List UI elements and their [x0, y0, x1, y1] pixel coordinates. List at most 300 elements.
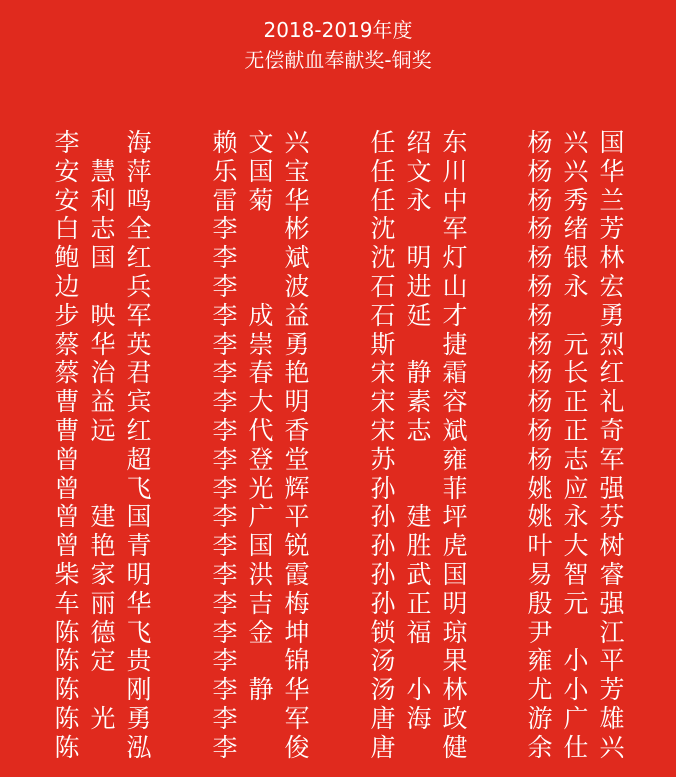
name-character: 长 — [563, 358, 589, 388]
name-character: 文 — [406, 156, 432, 186]
name-character: 大 — [248, 387, 274, 417]
name-character: 孙 — [370, 531, 396, 561]
name-character: 鸣 — [126, 185, 152, 215]
name-entry — [368, 330, 478, 359]
name-character: 延 — [406, 300, 432, 330]
name-entry — [52, 301, 162, 330]
name-column-1 — [52, 128, 162, 762]
name-character: 唐 — [370, 732, 396, 762]
name-character: 李 — [54, 128, 80, 157]
name-character: 华 — [284, 675, 310, 705]
name-entry — [210, 618, 320, 647]
name-character: 鲍 — [54, 243, 80, 273]
name-entry — [368, 301, 478, 330]
name-entry — [525, 358, 635, 387]
name-entry — [368, 416, 478, 445]
name-column-3 — [368, 128, 478, 762]
name-character: 果 — [442, 646, 468, 676]
name-entry — [210, 589, 320, 618]
name-character: 君 — [126, 358, 152, 388]
name-character: 红 — [126, 415, 152, 445]
name-character: 艳 — [284, 358, 310, 388]
name-character: 登 — [248, 444, 274, 474]
name-entry — [525, 214, 635, 243]
name-column-4 — [525, 128, 635, 762]
name-entry — [52, 618, 162, 647]
name-character: 军 — [126, 300, 152, 330]
name-character: 霞 — [284, 559, 310, 589]
name-character: 杨 — [527, 358, 553, 388]
name-character: 华 — [126, 588, 152, 618]
name-character: 英 — [126, 329, 152, 359]
name-character: 兰 — [599, 185, 625, 215]
name-character: 胜 — [406, 531, 432, 561]
name-character: 仕 — [563, 732, 589, 762]
name-character: 兵 — [126, 271, 152, 301]
name-character: 杨 — [527, 329, 553, 359]
name-entry — [525, 186, 635, 215]
name-character: 李 — [212, 444, 238, 474]
name-entry — [52, 157, 162, 186]
name-character: 国 — [90, 243, 116, 273]
name-character: 静 — [406, 358, 432, 388]
name-character: 川 — [442, 156, 468, 186]
name-character: 游 — [527, 703, 553, 733]
name-character: 石 — [370, 271, 396, 301]
name-entry — [52, 589, 162, 618]
name-character: 奇 — [599, 415, 625, 445]
name-character: 李 — [212, 415, 238, 445]
name-character: 蔡 — [54, 329, 80, 359]
name-character: 任 — [370, 128, 396, 157]
name-character: 兴 — [284, 128, 310, 157]
name-character: 坪 — [442, 502, 468, 532]
name-character: 映 — [90, 300, 116, 330]
name-entry — [525, 474, 635, 503]
name-character: 李 — [212, 300, 238, 330]
name-entry — [525, 387, 635, 416]
name-character: 小 — [406, 675, 432, 705]
name-character: 睿 — [599, 559, 625, 589]
name-character: 国 — [126, 502, 152, 532]
name-character: 宾 — [126, 387, 152, 417]
name-character: 辉 — [284, 473, 310, 503]
name-character: 杨 — [527, 300, 553, 330]
name-character: 曾 — [54, 444, 80, 474]
name-entry — [52, 358, 162, 387]
name-character: 华 — [599, 156, 625, 186]
name-entry — [368, 733, 478, 762]
name-character: 礼 — [599, 387, 625, 417]
name-character: 益 — [284, 300, 310, 330]
name-character: 国 — [599, 128, 625, 157]
name-character: 志 — [406, 415, 432, 445]
name-entry — [525, 646, 635, 675]
name-entry — [368, 128, 478, 157]
name-entry — [210, 646, 320, 675]
name-character: 尹 — [527, 617, 553, 647]
name-character: 芬 — [599, 502, 625, 532]
name-character: 国 — [442, 559, 468, 589]
name-character: 林 — [599, 243, 625, 273]
name-character: 李 — [212, 531, 238, 561]
name-character: 勇 — [599, 300, 625, 330]
name-character: 正 — [563, 387, 589, 417]
name-character: 白 — [54, 214, 80, 244]
name-character: 政 — [442, 703, 468, 733]
name-character: 利 — [90, 185, 116, 215]
name-character: 元 — [563, 588, 589, 618]
name-entry — [368, 243, 478, 272]
name-character: 李 — [212, 675, 238, 705]
name-character: 斯 — [370, 329, 396, 359]
name-entry — [210, 474, 320, 503]
name-entry — [368, 214, 478, 243]
name-entry — [210, 704, 320, 733]
name-character: 文 — [248, 128, 274, 157]
name-character: 波 — [284, 271, 310, 301]
name-character: 尤 — [527, 675, 553, 705]
name-entry — [52, 128, 162, 157]
name-character: 杨 — [527, 444, 553, 474]
name-character: 治 — [90, 358, 116, 388]
name-character: 国 — [248, 531, 274, 561]
name-entry — [210, 243, 320, 272]
name-character: 李 — [212, 559, 238, 589]
name-entry — [52, 675, 162, 704]
name-entry — [368, 531, 478, 560]
name-character: 曾 — [54, 531, 80, 561]
name-character: 李 — [212, 473, 238, 503]
name-character: 蔡 — [54, 358, 80, 388]
name-character: 广 — [248, 502, 274, 532]
name-entry — [52, 502, 162, 531]
name-character: 灯 — [442, 243, 468, 273]
name-character: 菊 — [248, 185, 274, 215]
name-entry — [210, 387, 320, 416]
name-entry — [210, 531, 320, 560]
name-character: 代 — [248, 415, 274, 445]
name-column-2 — [210, 128, 320, 762]
name-character: 芳 — [599, 675, 625, 705]
title-award: 无偿献血奉献奖-铜奖 — [244, 48, 432, 72]
name-character: 李 — [212, 646, 238, 676]
name-character: 崇 — [248, 329, 274, 359]
name-entry — [368, 704, 478, 733]
name-character: 海 — [126, 128, 152, 157]
name-character: 易 — [527, 559, 553, 589]
name-character: 车 — [54, 588, 80, 618]
name-entry — [525, 330, 635, 359]
name-character: 飞 — [126, 617, 152, 647]
name-character: 静 — [248, 675, 274, 705]
name-character: 捷 — [442, 329, 468, 359]
name-character: 正 — [563, 415, 589, 445]
name-character: 叶 — [527, 531, 553, 561]
name-character: 李 — [212, 214, 238, 244]
name-character: 正 — [406, 588, 432, 618]
name-character: 智 — [563, 559, 589, 589]
name-character: 光 — [90, 703, 116, 733]
name-entry — [525, 128, 635, 157]
name-character: 曾 — [54, 473, 80, 503]
name-character: 曹 — [54, 387, 80, 417]
name-entry — [52, 646, 162, 675]
name-entry — [210, 675, 320, 704]
name-entry — [210, 502, 320, 531]
name-character: 勇 — [126, 703, 152, 733]
name-character: 全 — [126, 214, 152, 244]
name-entry — [368, 646, 478, 675]
name-character: 林 — [442, 675, 468, 705]
name-character: 雍 — [442, 444, 468, 474]
name-character: 绪 — [563, 214, 589, 244]
name-entry — [52, 704, 162, 733]
name-entry — [525, 243, 635, 272]
name-character: 明 — [284, 387, 310, 417]
name-character: 明 — [442, 588, 468, 618]
name-entry — [368, 358, 478, 387]
name-entry — [52, 272, 162, 301]
name-character: 宝 — [284, 156, 310, 186]
name-character: 宏 — [599, 271, 625, 301]
name-character: 春 — [248, 358, 274, 388]
name-character: 飞 — [126, 473, 152, 503]
name-character: 定 — [90, 646, 116, 676]
name-character: 丽 — [90, 588, 116, 618]
name-character: 绍 — [406, 128, 432, 157]
name-entry — [210, 445, 320, 474]
name-character: 李 — [212, 617, 238, 647]
name-entry — [210, 272, 320, 301]
name-character: 孙 — [370, 559, 396, 589]
name-character: 秀 — [563, 185, 589, 215]
name-entry — [525, 416, 635, 445]
name-character: 斌 — [442, 415, 468, 445]
name-character: 萍 — [126, 156, 152, 186]
name-entry — [52, 416, 162, 445]
name-character: 武 — [406, 559, 432, 589]
name-character: 杨 — [527, 415, 553, 445]
name-character: 银 — [563, 243, 589, 273]
name-character: 远 — [90, 415, 116, 445]
name-entry — [52, 531, 162, 560]
name-character: 杨 — [527, 271, 553, 301]
name-character: 孙 — [370, 473, 396, 503]
name-character: 大 — [563, 531, 589, 561]
name-character: 锐 — [284, 531, 310, 561]
name-entry — [52, 387, 162, 416]
name-character: 军 — [284, 703, 310, 733]
name-character: 杨 — [527, 214, 553, 244]
name-character: 华 — [90, 329, 116, 359]
name-entry — [368, 272, 478, 301]
name-character: 进 — [406, 271, 432, 301]
name-character: 李 — [212, 387, 238, 417]
name-character: 雷 — [212, 185, 238, 215]
name-character: 彬 — [284, 214, 310, 244]
name-character: 志 — [90, 214, 116, 244]
name-character: 孙 — [370, 502, 396, 532]
name-entry — [368, 589, 478, 618]
name-character: 姚 — [527, 502, 553, 532]
name-entry — [210, 186, 320, 215]
name-character: 强 — [599, 473, 625, 503]
name-entry — [210, 330, 320, 359]
name-character: 烈 — [599, 329, 625, 359]
title-year: 2018-2019年度 — [263, 18, 413, 42]
name-entry — [525, 301, 635, 330]
name-character: 海 — [406, 703, 432, 733]
name-character: 山 — [442, 271, 468, 301]
name-character: 曹 — [54, 415, 80, 445]
name-entry — [368, 502, 478, 531]
name-character: 杨 — [527, 387, 553, 417]
name-character: 艳 — [90, 531, 116, 561]
name-character: 李 — [212, 502, 238, 532]
name-character: 姚 — [527, 473, 553, 503]
name-character: 坤 — [284, 617, 310, 647]
name-entry — [368, 474, 478, 503]
name-character: 建 — [90, 502, 116, 532]
name-character: 金 — [248, 617, 274, 647]
name-character: 平 — [599, 646, 625, 676]
name-entry — [52, 186, 162, 215]
name-character: 堂 — [284, 444, 310, 474]
name-character: 杨 — [527, 185, 553, 215]
name-character: 建 — [406, 502, 432, 532]
name-character: 广 — [563, 703, 589, 733]
name-character: 光 — [248, 473, 274, 503]
name-character: 明 — [406, 243, 432, 273]
name-character: 洪 — [248, 559, 274, 589]
name-character: 军 — [599, 444, 625, 474]
name-entry — [525, 589, 635, 618]
name-entry — [368, 157, 478, 186]
name-character: 江 — [599, 617, 625, 647]
name-character: 健 — [442, 732, 468, 762]
name-entry — [52, 733, 162, 762]
name-character: 宋 — [370, 387, 396, 417]
name-character: 小 — [563, 675, 589, 705]
name-character: 强 — [599, 588, 625, 618]
name-character: 陈 — [54, 703, 80, 733]
name-character: 锦 — [284, 646, 310, 676]
name-character: 陈 — [54, 646, 80, 676]
name-character: 小 — [563, 646, 589, 676]
name-character: 汤 — [370, 646, 396, 676]
name-character: 陈 — [54, 732, 80, 762]
name-entry — [368, 445, 478, 474]
name-entry — [525, 531, 635, 560]
name-character: 东 — [442, 128, 468, 157]
name-character: 李 — [212, 588, 238, 618]
name-entry — [210, 157, 320, 186]
name-character: 任 — [370, 156, 396, 186]
name-entry — [52, 243, 162, 272]
name-character: 宋 — [370, 358, 396, 388]
name-character: 石 — [370, 300, 396, 330]
name-character: 刚 — [126, 675, 152, 705]
name-character: 勇 — [284, 329, 310, 359]
name-character: 李 — [212, 271, 238, 301]
name-character: 军 — [442, 214, 468, 244]
name-character: 苏 — [370, 444, 396, 474]
name-entry — [368, 560, 478, 589]
name-character: 汤 — [370, 675, 396, 705]
name-character: 国 — [248, 156, 274, 186]
name-character: 孙 — [370, 588, 396, 618]
name-entry — [525, 272, 635, 301]
name-character: 永 — [563, 502, 589, 532]
name-character: 步 — [54, 300, 80, 330]
name-character: 宋 — [370, 415, 396, 445]
name-character: 沈 — [370, 214, 396, 244]
name-entry — [210, 214, 320, 243]
name-character: 吉 — [248, 588, 274, 618]
name-character: 明 — [126, 559, 152, 589]
name-entry — [52, 214, 162, 243]
name-entry — [52, 474, 162, 503]
name-entry — [525, 675, 635, 704]
name-character: 香 — [284, 415, 310, 445]
name-character: 贵 — [126, 646, 152, 676]
name-character: 福 — [406, 617, 432, 647]
name-character: 安 — [54, 185, 80, 215]
name-character: 超 — [126, 444, 152, 474]
name-character: 赖 — [212, 128, 238, 157]
name-entry — [368, 675, 478, 704]
name-character: 斌 — [284, 243, 310, 273]
name-character: 泓 — [126, 732, 152, 762]
name-character: 华 — [284, 185, 310, 215]
name-character: 益 — [90, 387, 116, 417]
name-character: 素 — [406, 387, 432, 417]
name-character: 应 — [563, 473, 589, 503]
name-character: 家 — [90, 559, 116, 589]
name-character: 杨 — [527, 128, 553, 157]
name-character: 沈 — [370, 243, 396, 273]
name-character: 唐 — [370, 703, 396, 733]
name-entry — [525, 502, 635, 531]
name-character: 李 — [212, 703, 238, 733]
name-entry — [368, 387, 478, 416]
name-entry — [210, 416, 320, 445]
name-character: 容 — [442, 387, 468, 417]
name-character: 成 — [248, 300, 274, 330]
name-character: 乐 — [212, 156, 238, 186]
name-entry — [210, 301, 320, 330]
name-character: 中 — [442, 185, 468, 215]
name-character: 慧 — [90, 156, 116, 186]
name-character: 杨 — [527, 243, 553, 273]
name-character: 菲 — [442, 473, 468, 503]
name-entry — [210, 733, 320, 762]
name-entry — [525, 618, 635, 647]
name-character: 平 — [284, 502, 310, 532]
name-character: 雍 — [527, 646, 553, 676]
name-character: 芳 — [599, 214, 625, 244]
name-character: 李 — [212, 732, 238, 762]
name-character: 永 — [563, 271, 589, 301]
name-character: 红 — [599, 358, 625, 388]
name-character: 兴 — [563, 156, 589, 186]
name-character: 柴 — [54, 559, 80, 589]
name-entry — [210, 560, 320, 589]
name-character: 树 — [599, 531, 625, 561]
name-character: 李 — [212, 243, 238, 273]
name-character: 兴 — [563, 128, 589, 157]
